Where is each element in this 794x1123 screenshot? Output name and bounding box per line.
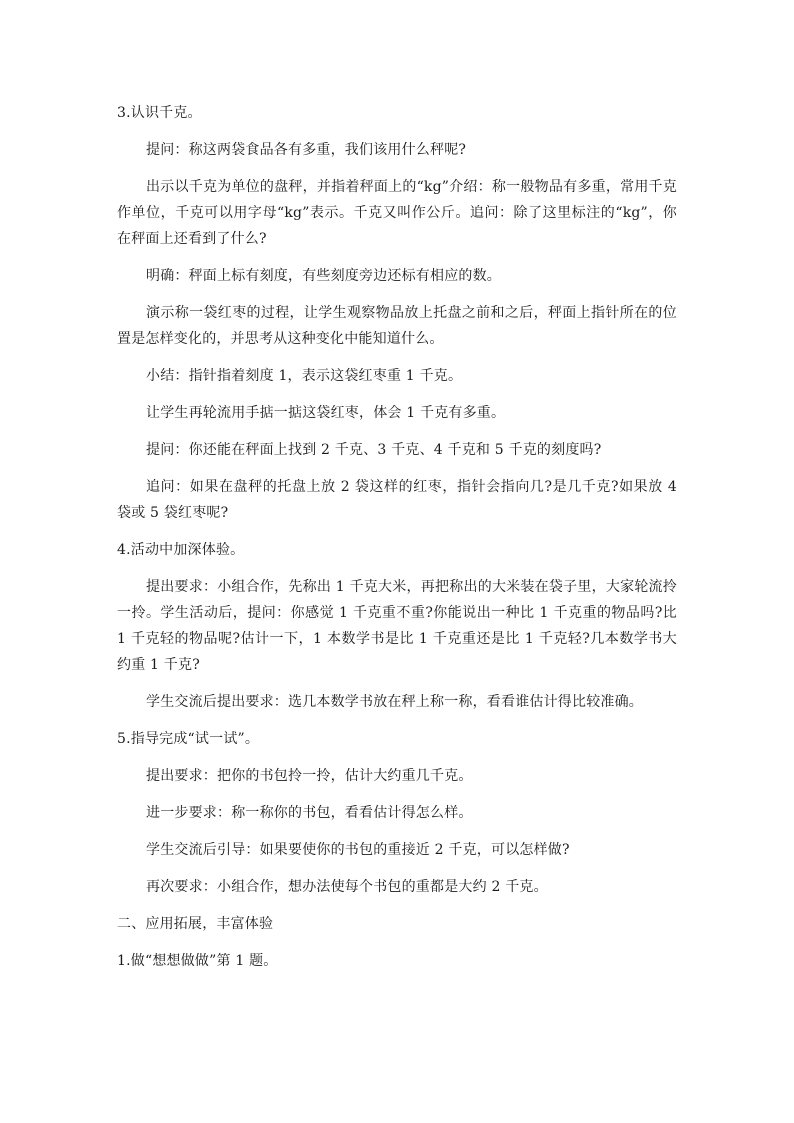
body-paragraph: 小结：指针指着刻度 1，表示这袋红枣重 1 千克。 xyxy=(146,368,463,384)
body-paragraph: 提问：你还能在秤面上找到 2 千克、3 千克、4 千克和 5 千克的刻度吗? xyxy=(146,442,602,458)
section-heading: 二、应用拓展，丰富体验 xyxy=(117,916,274,932)
body-paragraph: 追问：如果在盘秤的托盘上放 2 袋这样的红枣，指针会指向几?是几千克?如果放 4 袋或 5 袋红枣呢? xyxy=(117,479,677,521)
body-paragraph: 提出要求：把你的书包拎一拎，估计大约重几千克。 xyxy=(146,768,473,784)
body-paragraph: 演示称一袋红枣的过程，让学生观察物品放上托盘之前和之后，秤面上指针所在的位置是怎样变化的，并思考从这种变化中能知道什么。 xyxy=(117,305,677,347)
body-paragraph: 学生交流后提出要求：选几本数学书放在秤上称一称，看看谁估计得比较准确。 xyxy=(146,694,643,710)
body-paragraph: 学生交流后引导：如果要使你的书包的重接近 2 千克，可以怎样做? xyxy=(146,842,570,858)
body-paragraph: 再次要求：小组合作，想办法使每个书包的重都是大约 2 千克。 xyxy=(146,879,548,895)
body-paragraph: 提问：称这两袋食品各有多重，我们该用什么秤呢? xyxy=(146,142,467,158)
section-heading: 5.指导完成“试一试”。 xyxy=(117,731,260,747)
section-heading: 3.认识千克。 xyxy=(117,105,202,121)
body-paragraph: 出示以千克为单位的盘秤，并指着秤面上的“kg”介绍：称一般物品有多重，常用千克作单位，千克可以用字母“kg”表示。千克又叫作公斤。追问：除了这里标注的“kg”，你在秤面上还看到了什么? xyxy=(117,179,677,247)
body-paragraph: 让学生再轮流用手掂一掂这袋红枣，体会 1 千克有多重。 xyxy=(146,405,506,421)
body-paragraph: 明确：秤面上标有刻度，有些刻度旁边还标有相应的数。 xyxy=(146,268,501,284)
section-heading: 4.活动中加深体验。 xyxy=(117,542,245,558)
body-paragraph: 进一步要求：称一称你的书包，看看估计得怎么样。 xyxy=(146,805,473,821)
document-body xyxy=(117,100,677,985)
section-heading: 1.做“想想做做”第 1 题。 xyxy=(117,953,278,969)
body-paragraph: 提出要求：小组合作，先称出 1 千克大米，再把称出的大米装在袋子里，大家轮流拎一拎。学生活动后，提问：你感觉 1 千克重不重?你能说出一种比 1 千克重的物品吗?比 1 千克轻的物品呢?估计一下，1 本数学书是比 1 千克重还是比 1 千克轻?几本数学书大约重 1 千克? xyxy=(117,579,677,673)
